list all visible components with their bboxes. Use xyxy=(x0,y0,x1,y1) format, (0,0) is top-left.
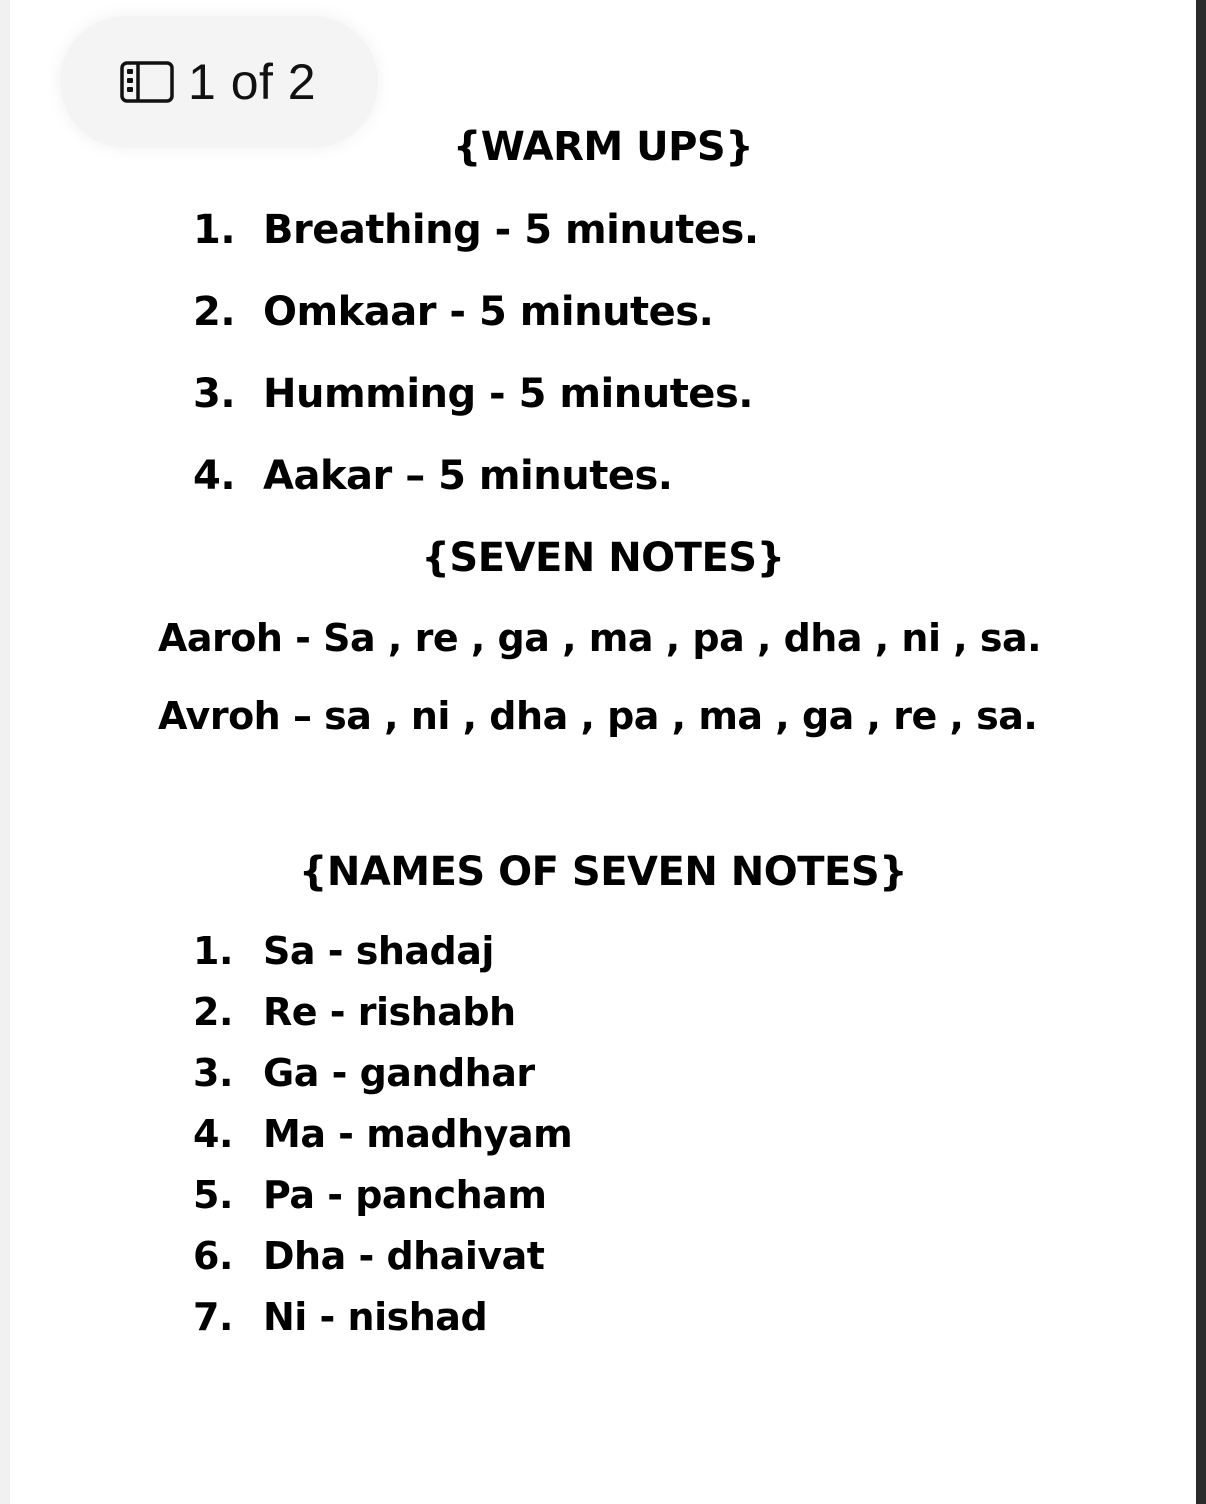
list-number: 1. xyxy=(193,929,233,973)
note-name-item xyxy=(193,929,494,973)
warm-up-text: Humming - 5 minutes. xyxy=(263,371,753,417)
list-number: 4. xyxy=(193,1112,233,1156)
warm-up-text: Breathing - 5 minutes. xyxy=(263,207,759,253)
viewer-right-edge xyxy=(1196,0,1206,1504)
page-indicator-label: 1 of 2 xyxy=(188,54,317,110)
list-number: 2. xyxy=(193,289,236,335)
note-name-text: Sa - shadaj xyxy=(263,929,494,973)
note-name-text: Ga - gandhar xyxy=(263,1051,535,1095)
note-name-item xyxy=(193,1295,487,1339)
list-number: 2. xyxy=(193,990,233,1034)
list-number: 7. xyxy=(193,1295,233,1339)
note-name-item xyxy=(193,1051,535,1095)
list-number: 3. xyxy=(193,371,236,417)
warm-up-item xyxy=(193,453,672,499)
warm-ups-heading: {WARM UPS} xyxy=(452,124,754,170)
document-page[interactable] xyxy=(10,0,1196,1504)
note-name-text: Pa - pancham xyxy=(263,1173,547,1217)
warm-up-item xyxy=(193,207,759,253)
list-number: 6. xyxy=(193,1234,233,1278)
seven-notes-heading: {SEVEN NOTES} xyxy=(421,535,785,581)
avroh-line: Avroh – sa , ni , dha , pa , ma , ga , re , sa. xyxy=(158,694,1038,738)
names-of-seven-notes-heading: {NAMES OF SEVEN NOTES} xyxy=(298,849,908,895)
note-name-item xyxy=(193,1112,572,1156)
warm-up-item xyxy=(193,289,713,335)
warm-up-item xyxy=(193,371,753,417)
note-name-text: Ma - madhyam xyxy=(263,1112,573,1156)
note-name-text: Re - rishabh xyxy=(263,990,516,1034)
warm-up-text: Omkaar - 5 minutes. xyxy=(263,289,714,335)
viewer-left-edge xyxy=(0,0,10,1504)
list-number: 5. xyxy=(193,1173,233,1217)
note-name-item xyxy=(193,990,516,1034)
aaroh-line: Aaroh - Sa , re , ga , ma , pa , dha , ni , sa. xyxy=(158,616,1042,660)
note-name-item xyxy=(193,1173,546,1217)
note-name-item xyxy=(193,1234,544,1278)
note-name-text: Ni - nishad xyxy=(263,1295,488,1339)
page-indicator[interactable] xyxy=(60,16,378,148)
pages-sidebar-icon xyxy=(120,61,174,103)
list-number: 1. xyxy=(193,207,236,253)
warm-up-text: Aakar – 5 minutes. xyxy=(263,453,673,499)
list-number: 4. xyxy=(193,453,236,499)
note-name-text: Dha - dhaivat xyxy=(263,1234,545,1278)
list-number: 3. xyxy=(193,1051,233,1095)
